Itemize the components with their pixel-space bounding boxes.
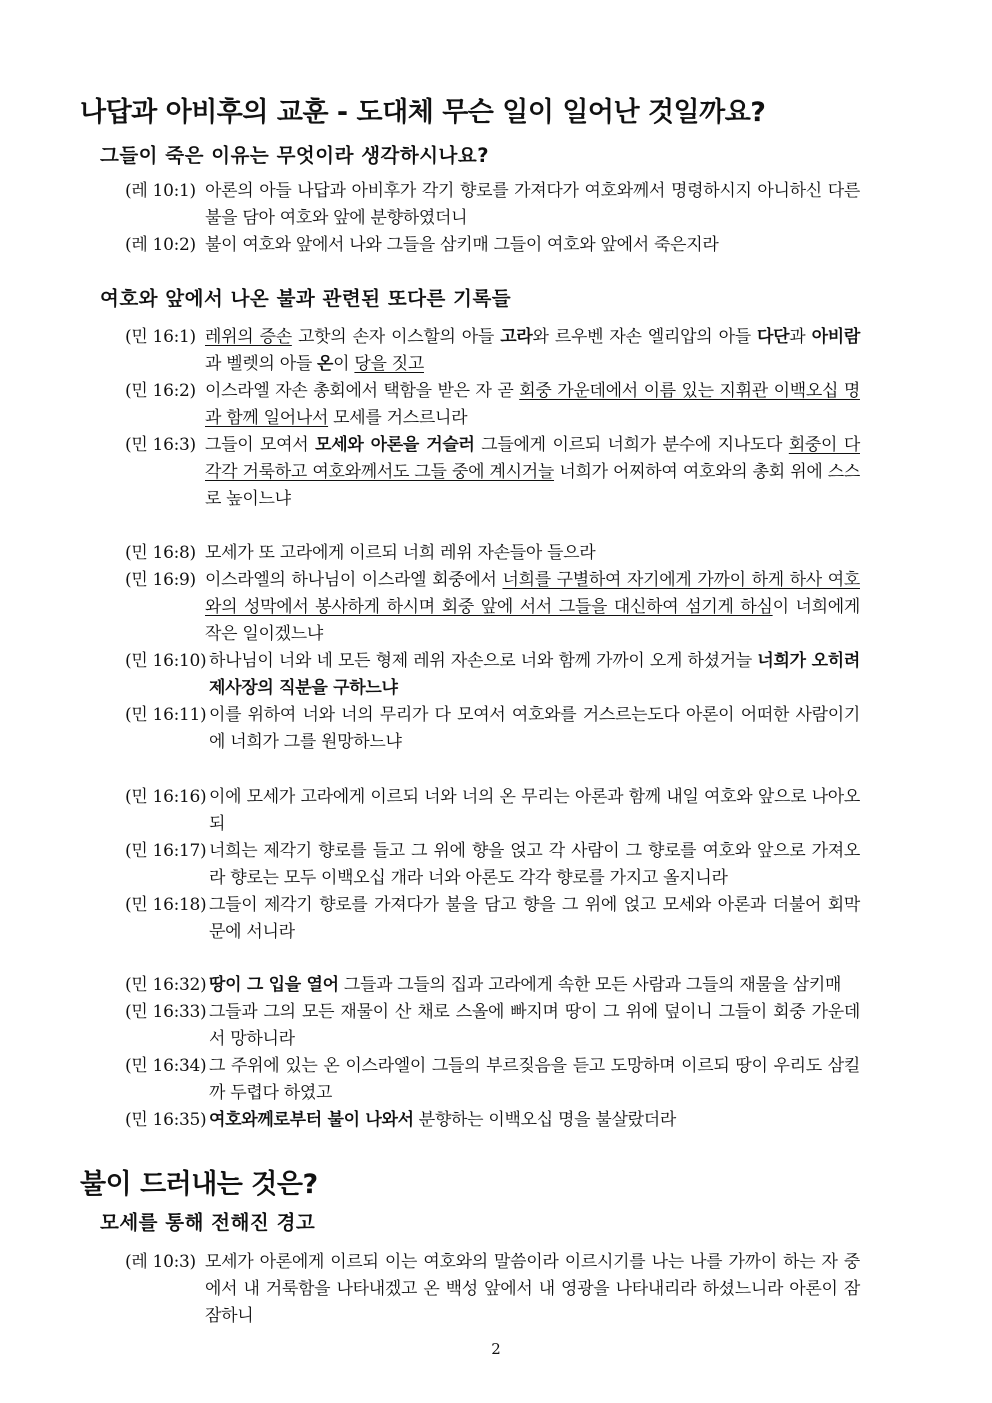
verse-reference: (민 16:33) — [125, 1002, 207, 1022]
verse-text: 불이 여호와 앞에서 나와 그들을 삼키매 그들이 여호와 앞에서 죽은지라 — [205, 235, 719, 255]
verse-reference: (레 10:2) — [125, 235, 196, 255]
section-title: 불이 드러내는 것은? — [80, 1169, 318, 1200]
underlined-phrase: 당을 짓고 — [354, 354, 424, 374]
verse-num-16-10 — [125, 648, 860, 702]
verse-reference: (민 16:11) — [125, 705, 207, 725]
text-run: 모세를 거스르니라 — [328, 408, 468, 428]
verse-reference: (민 16:3) — [125, 435, 196, 455]
subsection-title: 모세를 통해 전해진 경고 — [100, 1211, 316, 1234]
underlined-phrase: 너희를 구별하여 자기에게 가까이 하게 하사 여호와의 성막에서 봉사하게 하시며 회중 앞에 서서 그들을 대신하여 섬기게 하심 — [205, 570, 860, 617]
text-run: 그들과 그들의 집과 고라에게 속한 모든 사람과 그들의 재물을 삼키매 — [338, 975, 842, 995]
verse-num-16-18 — [125, 892, 860, 946]
verse-text: 너희는 제각기 향로를 들고 그 위에 향을 얹고 각 사람이 그 향로를 여호와 앞으로 가져오라 향로는 모두 이백오십 개라 너와 아론도 각각 향로를 가지고 올지니라 — [209, 841, 860, 888]
verse-reference: (민 16:9) — [125, 570, 196, 590]
underlined-phrase: 회중 가운데에서 이름 있는 지휘관 이백오십 명과 함께 일어나서 — [205, 381, 860, 428]
verse-num-16-34 — [125, 1053, 860, 1107]
verse-num-16-1 — [125, 324, 860, 378]
verse-reference: (레 10:1) — [125, 181, 196, 201]
verse-reference: (민 16:34) — [125, 1056, 207, 1076]
text-run: 그들이 모여서 — [205, 435, 316, 455]
underlined-phrase: 레위의 증손 — [205, 327, 292, 347]
verse-num-16-33 — [125, 999, 860, 1053]
verse-text — [209, 972, 860, 999]
verse-reference: (레 10:3) — [125, 1252, 196, 1272]
verse-num-16-17 — [125, 838, 860, 892]
section-title: 나답과 아비후의 교훈 - 도대체 무슨 일이 일어난 것일까요? — [80, 97, 766, 128]
text-run: 이스라엘의 하나님이 이스라엘 회중에서 — [205, 570, 503, 590]
verse-text — [209, 648, 860, 702]
verse-text: 이에 모세가 고라에게 이르되 너와 너의 온 무리는 아론과 함께 내일 여호와 앞으로 나아오되 — [209, 787, 860, 834]
verse-num-16-32 — [125, 972, 860, 999]
verse-reference: (민 16:1) — [125, 327, 196, 347]
verse-text: 모세가 아론에게 이르되 이는 여호와의 말씀이라 이르시기를 나는 나를 가까이 하는 자 중에서 내 거룩함을 나타내겠고 온 백성 앞에서 내 영광을 나타내리라 하셨느니라 아론이 잠잠하니 — [205, 1252, 860, 1326]
text-run: 고핫의 손자 이스할의 아들 — [291, 327, 501, 347]
verse-text — [205, 567, 860, 648]
verse-reference: (민 16:2) — [125, 381, 196, 401]
verse-reference: (민 16:32) — [125, 975, 207, 995]
verse-num-16-9 — [125, 567, 860, 648]
text-run: 이 — [333, 354, 355, 374]
bold-phrase: 여호와께로부터 불이 나와서 — [209, 1110, 414, 1130]
subsection-title: 그들이 죽은 이유는 무엇이라 생각하시나요? — [100, 144, 490, 167]
verse-text: 아론의 아들 나답과 아비후가 각기 향로를 가져다가 여호와께서 명령하시지 아니하신 다른 불을 담아 여호와 앞에 분향하였더니 — [205, 181, 860, 228]
verse-reference: (민 16:18) — [125, 895, 207, 915]
verse-lev-10-2 — [125, 232, 860, 259]
verse-reference: (민 16:10) — [125, 651, 207, 671]
verse-num-16-3 — [125, 432, 860, 513]
underlined-phrase: 회중이 다 각각 거룩하고 여호와께서도 그들 중에 계시거늘 — [205, 435, 860, 482]
bold-phrase: 너희가 오히려 제사장의 직분을 구하느냐 — [209, 651, 860, 698]
bold-phrase: 땅이 그 입을 열어 — [209, 975, 339, 995]
page-number: 2 — [491, 1340, 501, 1358]
verse-text — [205, 432, 860, 513]
text-run: 그들에게 이르되 너희가 분수에 지나도다 — [474, 435, 789, 455]
text-run: 이스라엘 자손 총회에서 택함을 받은 자 곧 — [205, 381, 520, 401]
verse-lev-10-1 — [125, 178, 860, 232]
text-run: 분향하는 이백오십 명을 불살랐더라 — [413, 1110, 676, 1130]
bold-phrase: 온 — [317, 354, 334, 374]
text-run: 와 르우벤 자손 엘리압의 아들 — [532, 327, 758, 347]
verse-text — [205, 324, 860, 378]
verse-num-16-11 — [125, 702, 860, 756]
text-run: 너희가 어찌하여 여호와의 총회 위에 스스로 높이느냐 — [205, 462, 860, 509]
verse-text: 그들과 그의 모든 재물이 산 채로 스올에 빠지며 땅이 그 위에 덮이니 그들이 회중 가운데서 망하니라 — [209, 1002, 860, 1049]
verse-num-16-2 — [125, 378, 860, 432]
text-run: 과 벨렛의 아들 — [205, 354, 318, 374]
verse-reference: (민 16:17) — [125, 841, 207, 861]
text-run: 이 너희에게 작은 일이겠느냐 — [205, 597, 861, 644]
text-run: 하나님이 너와 네 모든 형제 레위 자손으로 너와 함께 가까이 오게 하셨거늘 — [209, 651, 758, 671]
verse-num-16-8 — [125, 540, 860, 567]
verse-lev-10-3 — [125, 1249, 860, 1330]
bold-phrase: 아비람 — [811, 327, 860, 347]
verse-text: 이를 위하여 너와 너의 무리가 다 모여서 여호와를 거스르는도다 아론이 어떠한 사람이기에 너희가 그를 원망하느냐 — [209, 705, 860, 752]
bold-phrase: 고라 — [500, 327, 533, 347]
verse-reference: (민 16:16) — [125, 787, 207, 807]
bold-phrase: 모세와 아론을 거슬러 — [315, 435, 475, 455]
verse-text — [209, 1107, 860, 1134]
verse-text: 그 주위에 있는 온 이스라엘이 그들의 부르짖음을 듣고 도망하며 이르되 땅이 우리도 삼킬까 두렵다 하였고 — [209, 1056, 860, 1103]
verse-num-16-35 — [125, 1107, 860, 1134]
verse-text: 모세가 또 고라에게 이르되 너희 레위 자손들아 들으라 — [205, 543, 596, 563]
verse-reference: (민 16:35) — [125, 1110, 207, 1130]
bold-phrase: 다단 — [757, 327, 790, 347]
verse-text — [205, 378, 860, 432]
verse-num-16-16 — [125, 784, 860, 838]
verse-text: 그들이 제각기 향로를 가져다가 불을 담고 향을 그 위에 얹고 모세와 아론과 더불어 회막 문에 서니라 — [209, 895, 860, 942]
subsection-title: 여호와 앞에서 나온 불과 관련된 또다른 기록들 — [100, 287, 512, 310]
verse-reference: (민 16:8) — [125, 543, 196, 563]
text-run: 과 — [789, 327, 812, 347]
